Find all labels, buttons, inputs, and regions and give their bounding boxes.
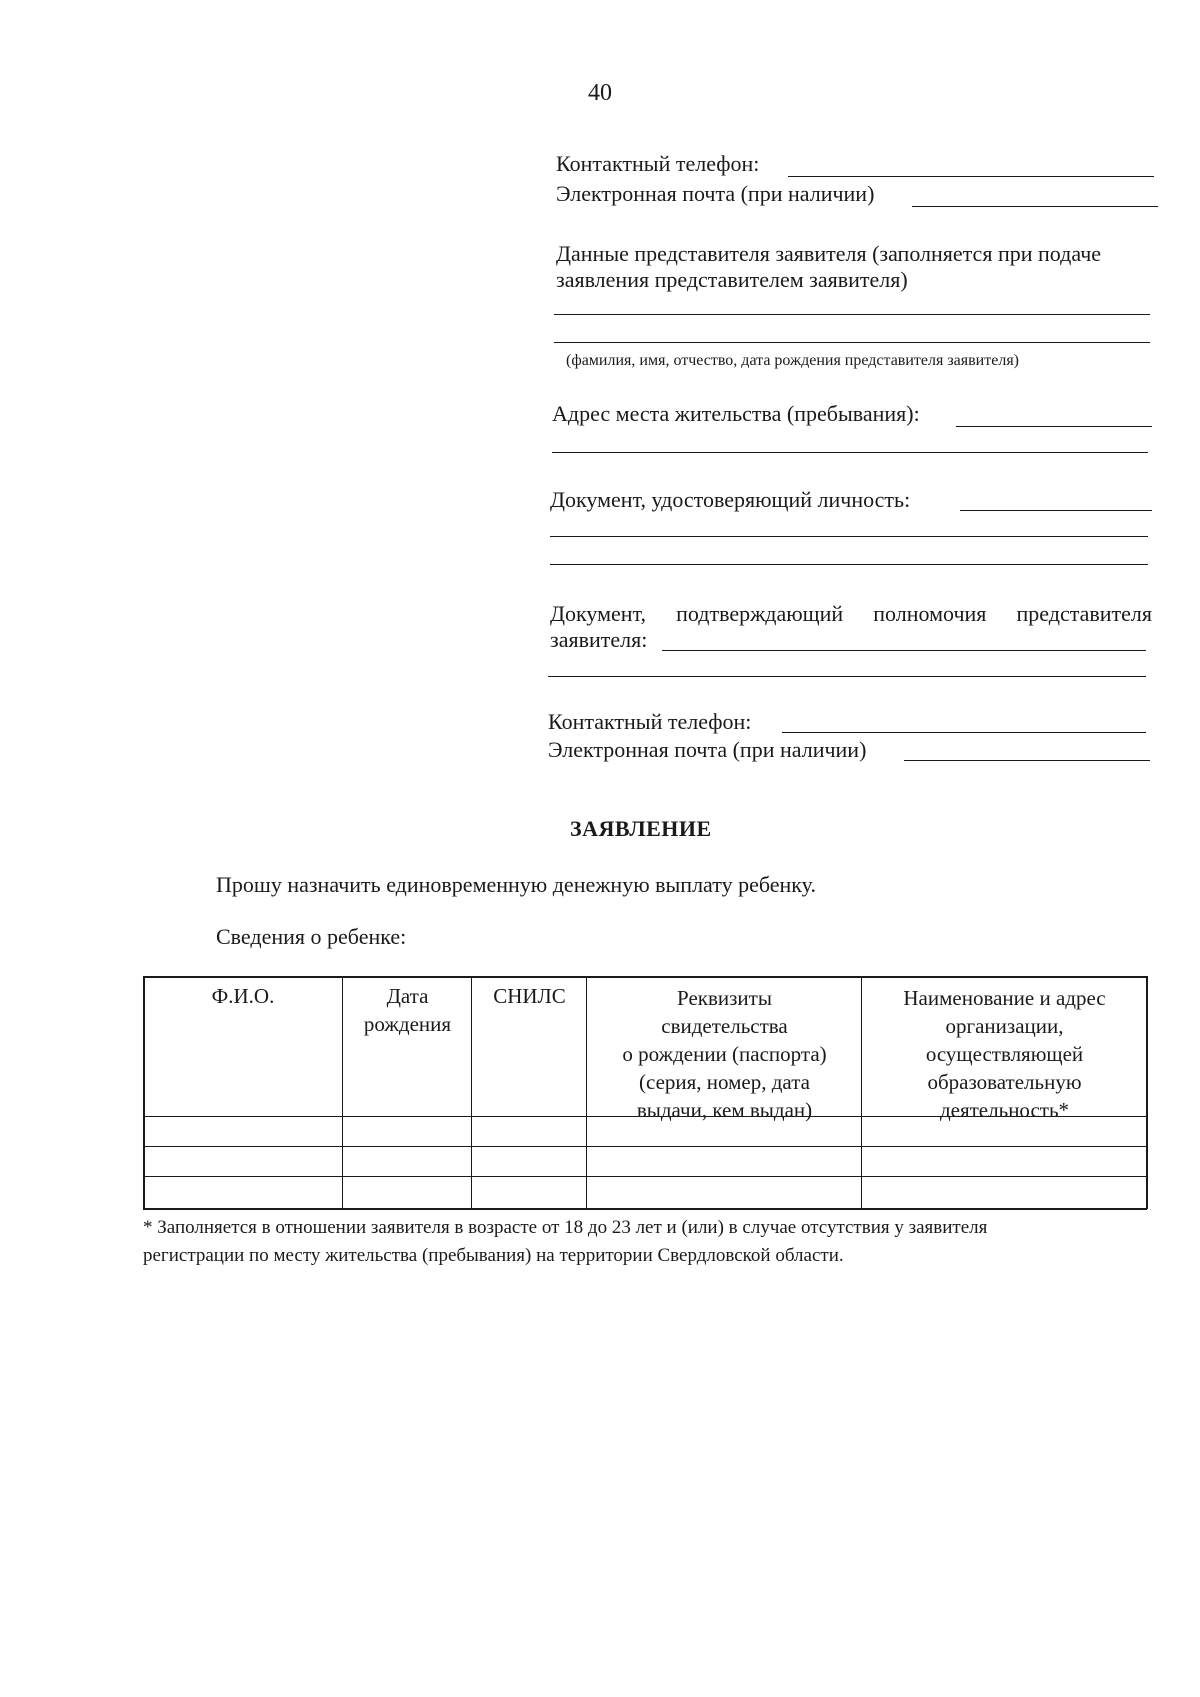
header-snils-line: СНИЛС [493,984,566,1008]
table-header-certificate [588,984,861,1124]
table-bottom-border [143,1208,1147,1210]
child-info-label: Сведения о ребенке: [216,924,407,949]
statement-heading: ЗАЯВЛЕНИЕ [570,816,712,841]
representative-address-label: Адрес места жительства (пребывания): [552,401,920,426]
table-header-fio [144,982,342,1010]
footnote-line-1: * Заполняется в отношении заявителя в возрасте от 18 до 23 лет и (или) в случае отсутствия у заявителя [143,1217,988,1238]
applicant-phone-label: Контактный телефон: [556,151,760,176]
header-certificate-line-5: выдачи, кем выдан) [636,1098,813,1122]
table-row-2[interactable] [145,1148,1145,1175]
header-organization-line-1: Наименование и адрес [903,986,1106,1010]
representative-name-hint: (фамилия, имя, отчество, дата рождения представителя заявителя) [566,352,1020,369]
representative-authority-document-label: Документ, подтверждающий полномочия представителя [550,601,1152,626]
table-row-1[interactable] [145,1118,1145,1145]
header-organization-line-3: осуществляющей [925,1042,1084,1066]
header-certificate-line-4: (серия, номер, дата [639,1070,810,1094]
header-certificate-line-3: о рождении (паспорта) [622,1042,827,1066]
statement-request-text: Прошу назначить единовременную денежную выплату ребенку. [216,872,816,897]
representative-id-document-label: Документ, удостоверяющий личность: [550,487,911,512]
header-organization-line-2: организации, [945,1014,1064,1038]
applicant-email-label: Электронная почта (при наличии) [556,181,875,206]
table-header-snils [473,982,586,1010]
header-fio-line: Ф.И.О. [211,984,275,1008]
representative-section-title-cont: заявления представителем заявителя) [556,267,908,292]
header-birth-date-line-2: рождения [363,1012,452,1036]
table-row-3[interactable] [145,1178,1145,1207]
representative-section-title: Данные представителя заявителя (заполняется при подаче [556,241,1102,266]
header-certificate-line-1: Реквизиты [677,986,772,1010]
representative-authority-document-label-cont: заявителя: [550,627,648,652]
footnote-line-2: регистрации по месту жительства (пребывания) на территории Свердловской области. [143,1245,844,1266]
table-right-border [1146,976,1148,1209]
header-birth-date-line-1: Дата [386,984,429,1008]
header-organization-line-5: деятельность* [939,1098,1070,1122]
representative-email-label: Электронная почта (при наличии) [548,737,867,762]
representative-phone-label: Контактный телефон: [548,709,752,734]
table-header-organization [863,984,1146,1124]
table-top-border [143,976,1147,978]
header-organization-line-4: образовательную [927,1070,1082,1094]
table-header-birth-date [344,982,471,1038]
header-certificate-line-2: свидетельства [661,1014,788,1038]
page-number: 40 [588,80,612,106]
